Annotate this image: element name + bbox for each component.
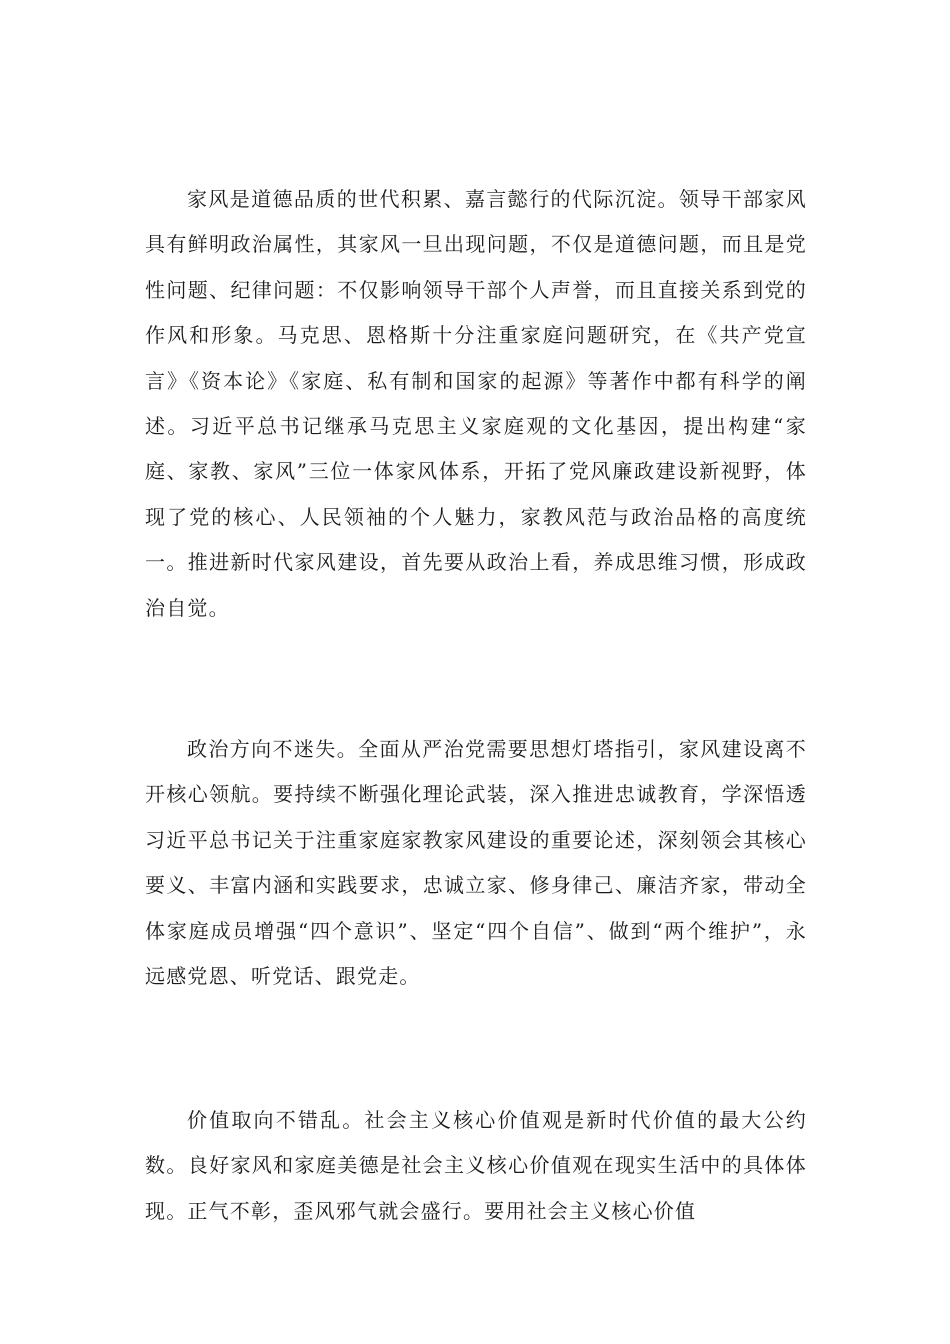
paragraph-family-tradition: 家风是道德品质的世代积累、嘉言懿行的代际沉淀。领导干部家风具有鲜明政治属性，其家风一旦出现问题，不仅是道德问题，而且是党性问题、纪律问题：不仅影响领导干部个人声誉，而且直接关系到党的作风和形象。马克思、恩格斯十分注重家庭问题研究，在《共产党宣言》《资本论》《家庭、私有制和国家的起源》等著作中都有科学的阐述。习近平总书记继承马克思主义家庭观的文化基因，提出构建“家庭、家教、家风”三位一体家风体系，开拓了党风廉政建设新视野，体现了党的核心、人民领袖的个人魅力，家教风范与政治品格的高度统一。推进新时代家风建设，首先要从政治上看，养成思维习惯，形成政治自觉。 xyxy=(145,187,807,620)
paragraph-political-direction: 政治方向不迷失。全面从严治党需要思想灯塔指引，家风建设离不开核心领航。要持续不断强化理论武装，深入推进忠诚教育，学深悟透习近平总书记关于注重家庭家教家风建设的重要论述，深刻领会其核心要义、丰富内涵和实践要求，忠诚立家、修身律己、廉洁齐家，带动全体家庭成员增强“四个意识”、坚定“四个自信”、做到“两个维护”，永远感党恩、听党话、跟党走。 xyxy=(145,737,807,989)
paragraph-value-orientation: 价值取向不错乱。社会主义核心价值观是新时代价值的最大公约数。良好家风和家庭美德是社会主义核心价值观在现实生活中的具体体现。正气不彰，歪风邪气就会盛行。要用社会主义核心价值 xyxy=(145,1108,807,1223)
